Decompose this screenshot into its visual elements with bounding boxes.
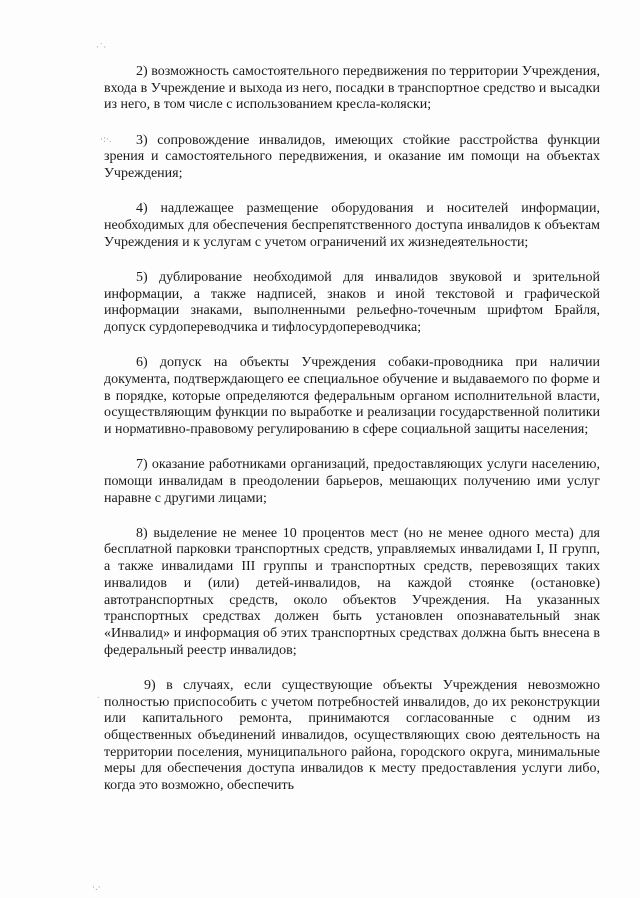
paragraph-item-4: 4) надлежащее размещение оборудования и носителей информации, необходимых для обеспечения беспрепятственного доступа инвалидов к объектам Учреждения и к услугам с учетом ограничений их жизнедеятельности; (104, 201, 600, 250)
paragraph-item-9: 9) в случаях, если существующие объекты Учреждения невозможно полностью приспособить с учетом потребностей инвалидов, до их реконструкции или капитального ремонта, принимаются согласованные с одним из общественных объединений инвалидов, осуществляющих свою деятельность на территории поселения, муниципального района, городского округа, минимальные меры для обеспечения доступа инвалидов к месту предоставления услуги либо, когда это возможно, обеспечить (104, 677, 600, 794)
scan-speck: ·.· (92, 883, 101, 893)
paragraph-item-7: 7) оказание работниками организаций, предоставляющих услуги населению, помощи инвалидам в преодолении барьеров, мешающих получению ими услуг наравне с другими лицами; (104, 457, 600, 506)
paragraph-item-3: 3) сопровождение инвалидов, имеющих стойкие расстройства функции зрения и самостоятельного передвижения, и оказание им помощи на объектах Учреждения; (104, 132, 600, 182)
scan-speck: ·:·. (100, 135, 112, 145)
scan-speck: ˙ · (96, 697, 107, 707)
paragraph-item-2: 2) возможность самостоятельного передвижения по территории Учреждения, входа в Учреждение и выхода из него, посадки в транспортное средство и высадки из него, в том числе с использованием кресла-коляски; (104, 64, 600, 113)
scan-speck: ·˙· (96, 43, 107, 53)
document-body (104, 64, 600, 813)
paragraph-item-6: 6) допуск на объекты Учреждения собаки-проводника при наличии документа, подтверждающего ее специальное обучение и выдаваемого по форме и в порядке, которые определяются федеральным органом исполнительной власти, осуществляющим функции по выработке и реализации государственной политики и нормативно-правовому регулированию в сфере социальной защиты населения; (104, 355, 600, 437)
paragraph-item-5: 5) дублирование необходимой для инвалидов звуковой и зрительной информации, а также надписей, знаков и иной текстовой и графической информации знаками, выполненными рельефно-точечным шрифтом Брайля, допуск сурдопереводчика и тифлосурдопереводчика; (104, 269, 600, 335)
paragraph-item-8: 8) выделение не менее 10 процентов мест (но не менее одного места) для бесплатной парковки транспортных средств, управляемых инвалидами I, II групп, а также инвалидами III группы и транспортных средств, перевозящих таких инвалидов и (или) детей-инвалидов, на каждой стоянке (остановке) автотранспортных средств, около объектов Учреждения. На указанных транспортных средствах должен быть установлен опознавательный знак «Инвалид» и информация об этих транспортных средствах должна быть внесена в федеральный реестр инвалидов; (104, 525, 600, 658)
